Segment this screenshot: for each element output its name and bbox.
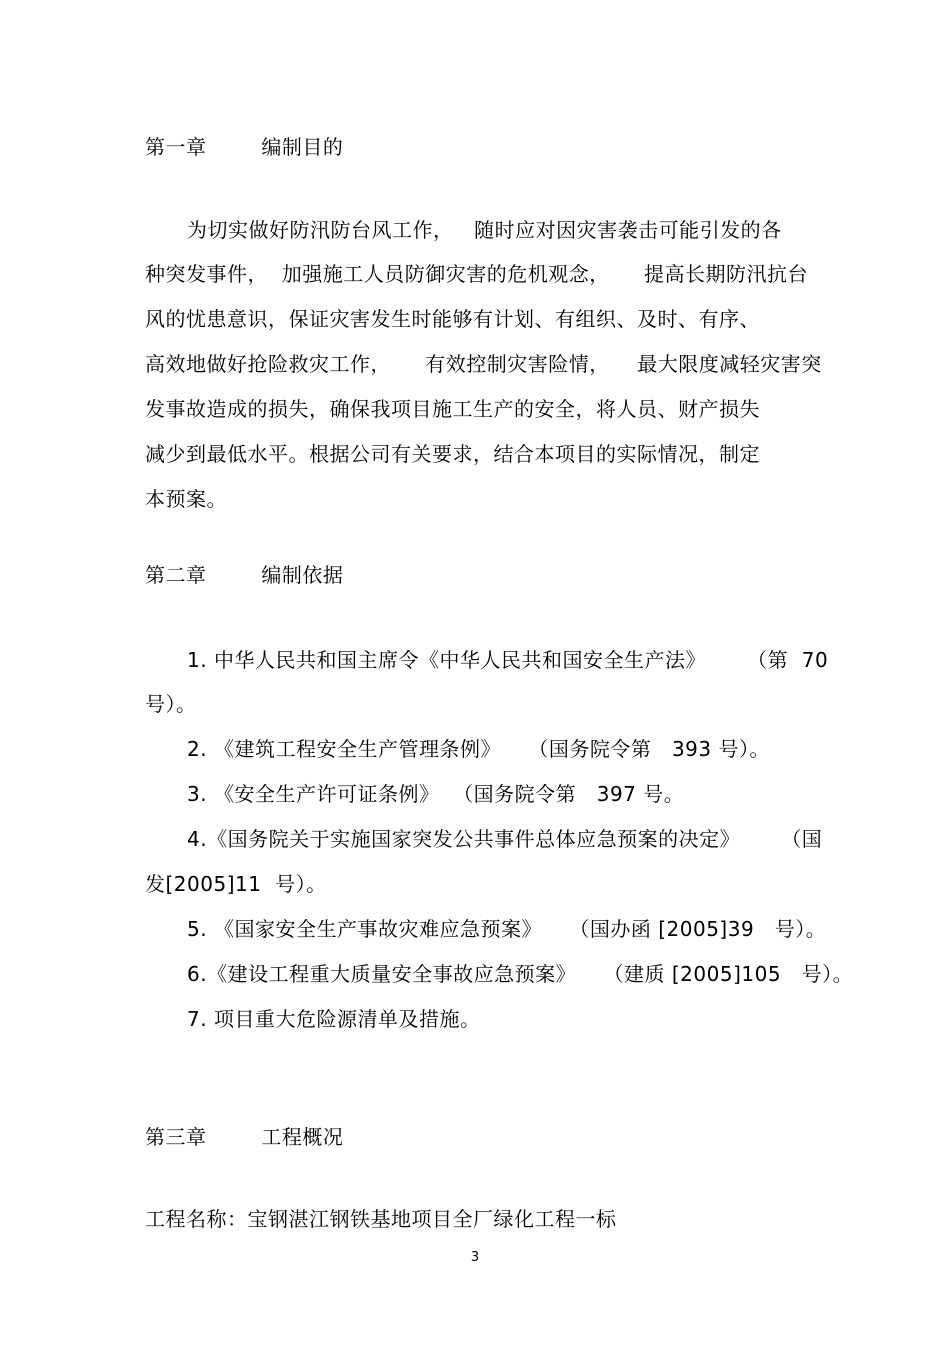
reference-item: 发[2005]11 号）。 <box>145 872 327 896</box>
chapter-1-paragraph-line: 本预案。 <box>145 487 227 511</box>
chapter-1-paragraph-line: 种突发事件， 加强施工人员防御灾害的危机观念， 提高长期防汛抗台 <box>145 262 809 286</box>
reference-item: 7. 项目重大危险源清单及措施。 <box>187 1007 481 1031</box>
chapter-1-paragraph-line: 风的忧患意识，保证灾害发生时能够有计划、有组织、及时、有序、 <box>145 307 760 331</box>
reference-item: 2. 《建筑工程安全生产管理条例》 （国务院令第 393 号）。 <box>187 737 770 761</box>
chapter-1-paragraph-line: 为切实做好防汛防台风工作， 随时应对因灾害袭击可能引发的各 <box>187 218 782 242</box>
chapter-1-heading: 第一章 编制目的 <box>145 135 344 159</box>
project-name: 工程名称：宝钢湛江钢铁基地项目全厂绿化工程一标 <box>145 1207 617 1231</box>
reference-item: 3. 《安全生产许可证条例》 （国务院令第 397 号。 <box>187 782 685 806</box>
reference-item: 5. 《国家安全生产事故灾难应急预案》 （国办函 [2005]39 号）。 <box>187 917 827 941</box>
page-number: 3 <box>470 1250 480 1265</box>
chapter-3-heading: 第三章 工程概况 <box>145 1125 344 1149</box>
chapter-1-paragraph-line: 发事故造成的损失，确保我项目施工生产的安全，将人员、财产损失 <box>145 397 760 421</box>
chapter-1-paragraph-line: 高效地做好抢险救灾工作， 有效控制灾害险情， 最大限度减轻灾害突 <box>145 352 822 376</box>
reference-item: 4.《国务院关于实施国家突发公共事件总体应急预案的决定》 （国 <box>187 827 823 851</box>
chapter-2-heading: 第二章 编制依据 <box>145 563 344 587</box>
reference-item: 6.《建设工程重大质量安全事故应急预案》 （建质 [2005]105 号）。 <box>187 962 854 986</box>
chapter-1-paragraph-line: 减少到最低水平。根据公司有关要求，结合本项目的实际情况，制定 <box>145 442 760 466</box>
reference-item: 号）。 <box>145 692 197 716</box>
reference-item: 1. 中华人民共和国主席令《中华人民共和国安全生产法》 （第 70 <box>187 648 829 672</box>
